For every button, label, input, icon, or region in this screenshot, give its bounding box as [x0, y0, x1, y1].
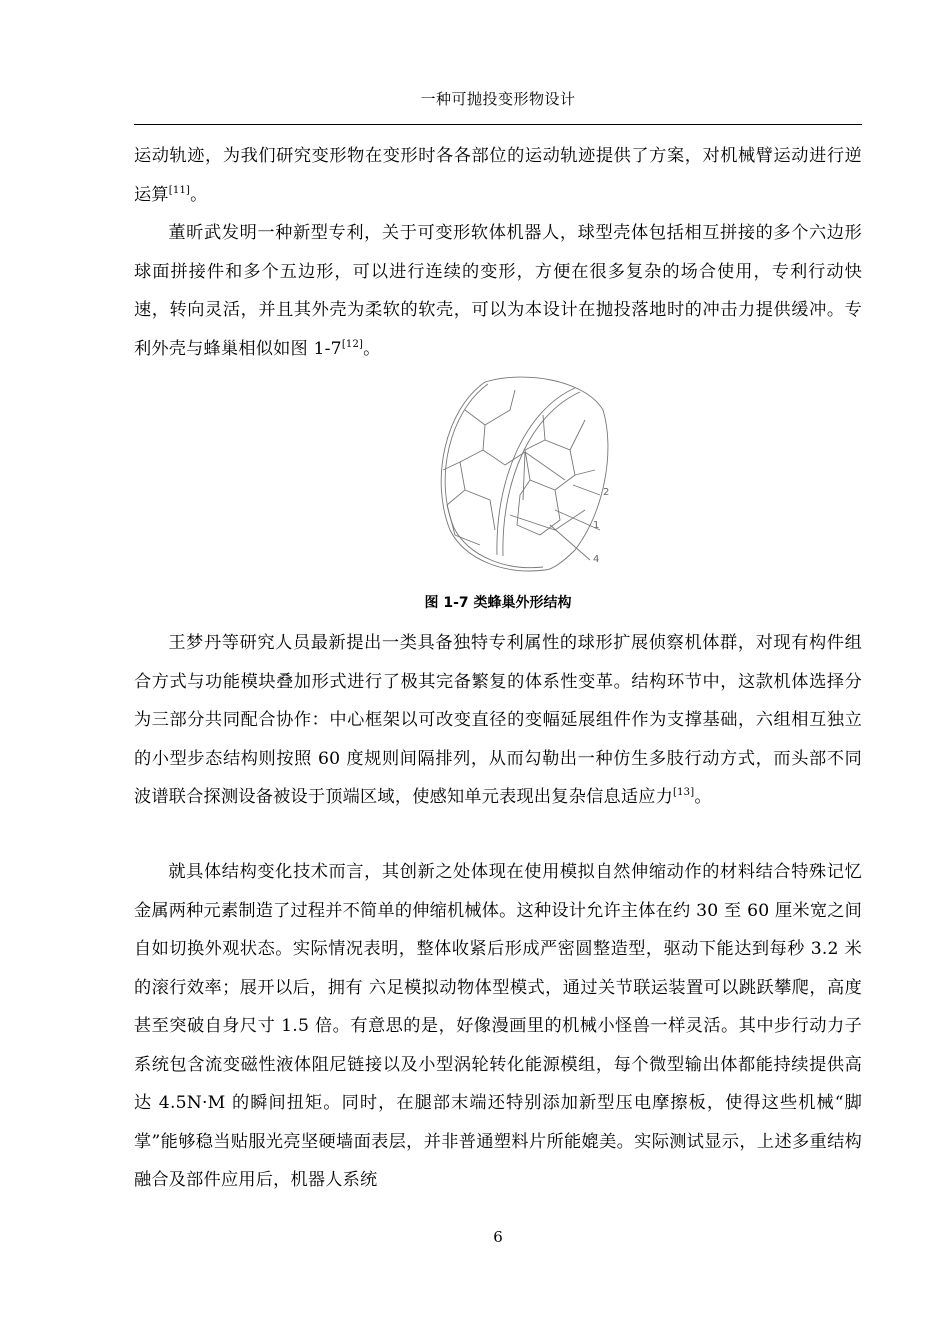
citation-ref: [12] — [341, 338, 364, 350]
running-header: 一种可抛投变形物设计 — [420, 90, 576, 108]
citation-ref: [11] — [168, 184, 191, 196]
punctuation: 。 — [190, 184, 208, 205]
paragraph-text: 王梦丹等研究人员最新提出一类具备独特专利属性的球形扩展侦察机体群，对现有构件组合方式与功能模块叠加形式进行了极其完备繁复的体系性变革。结构环节中，这款机体选择分为三部分共同配合协作：中心框架以可改变直径的变幅延展组件作为支撑基础，六组相互独立的小型步态结构则按照 60 度规则间隔排列，从而勾勒出一种仿生多肢行动方式，而头部不同波谱联合探测设备被设于顶端区域，使感知单元表现出复杂信息适应力 — [134, 633, 862, 807]
paragraph-2 — [134, 214, 862, 368]
paragraph-4 — [134, 853, 862, 1200]
page-number: 6 — [493, 1228, 503, 1246]
paragraph-text: 运动轨迹，为我们研究变形物在变形时各各部位的运动轨迹提供了方案，对机械臂运动进行逆运算 — [134, 146, 862, 205]
paragraph-1 — [134, 137, 862, 214]
header-divider — [134, 124, 862, 125]
punctuation: 。 — [694, 787, 712, 807]
figure-honeycomb-shell — [425, 370, 620, 580]
paragraph-text: 董昕武发明一种新型专利，关于可变形软体机器人，球型壳体包括相互拼接的多个六边形球面拼接件和多个五边形，可以进行连续的变形，方便在很多复杂的场合使用，专利行动快速，转向灵活，并且其外壳为柔软的软壳，可以为本设计在抛投落地时的冲击力提供缓冲。专利外壳与蜂巢相似如图 1-7 — [134, 223, 862, 359]
callout-label-2: 2 — [603, 487, 610, 498]
citation-ref: [13] — [673, 787, 695, 798]
callout-label-4: 4 — [593, 554, 600, 565]
punctuation: 。 — [363, 338, 381, 359]
honeycomb-shell-drawing — [425, 370, 620, 580]
paragraph-text: 就具体结构变化技术而言，其创新之处体现在使用模拟自然伸缩动作的材料结合特殊记忆金属两种元素制造了过程并不简单的伸缩机械体。这种设计允许主体在约 30 至 60 厘米宽之间自如切换外观状态。实际情况表明，整体收紧后形成严密圆整造型，驱动下能达到每秒 3.2 米的滚行效率；展开以后，拥有 六足模拟动物体型模式，通过关节联运装置可以跳跃攀爬，高度甚至突破自身尺寸 1.5 倍。有意思的是，好像漫画里的机械小怪兽一样灵活。其中步行动力子系统包含流变磁性液体阻尼链接以及小型涡轮转化能源模组，每个微型输出体都能持续提供高达 4.5N·M 的瞬间扭矩。同时，在腿部末端还特别添加新型压电摩擦板，使得这些机械“脚掌”能够稳当贴服光亮坚硬墙面表层，并非普通塑料片所能媲美。实际测试显示，上述多重结构融合及部件应用后，机器人系统 — [134, 862, 862, 1190]
callout-label-1: 1 — [593, 520, 600, 531]
paragraph-3 — [134, 624, 862, 817]
figure-caption: 图 1-7 类蜂巢外形结构 — [424, 595, 572, 611]
